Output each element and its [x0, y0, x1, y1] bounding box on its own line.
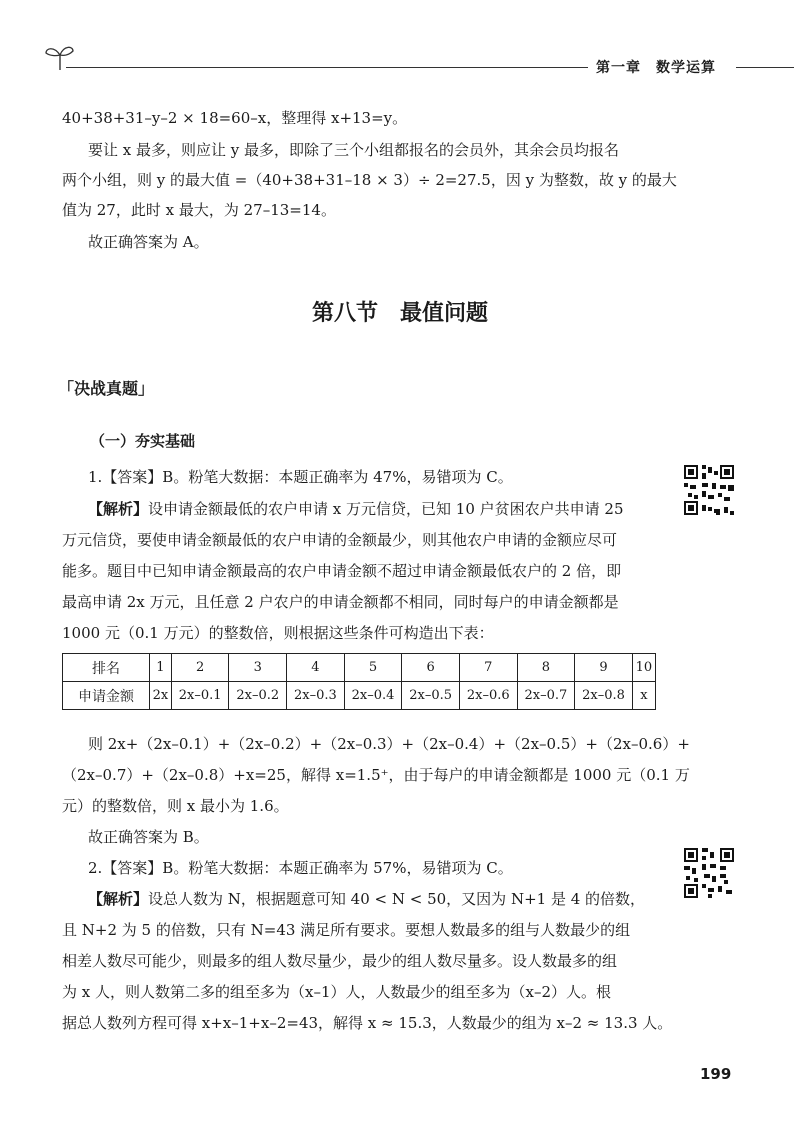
table-cell: 8	[517, 654, 575, 682]
analysis-label: 【解析】	[88, 500, 149, 518]
analysis-text: 设申请金额最低的农户申请 x 万元信贷，已知 10 户贫困农户共申请 25	[148, 500, 624, 518]
block-title	[58, 376, 154, 399]
table-cell: x	[632, 682, 655, 710]
q1-analysis-line-1	[88, 499, 624, 519]
intro-line-4: 值为 27，此时 x 最大，为 27–13=14。	[62, 201, 336, 219]
intro-line-1: 40+38+31–y–2 × 18=60–x，整理得 x+13=y。	[62, 109, 408, 127]
table-cell: 2x–0.8	[575, 682, 633, 710]
bracket-close: 」	[138, 379, 155, 398]
analysis-label: 【解析】	[88, 890, 149, 908]
q1-analysis-line-2: 万元信贷，要使申请金额最低的农户申请的金额最少，则其他农户申请的金额应尽可	[62, 531, 618, 549]
table-cell: 2x–0.3	[287, 682, 345, 710]
table-cell: 10	[632, 654, 655, 682]
q1-analysis-line-4: 最高申请 2x 万元，且任意 2 户农户的申请金额都不相同，同时每户的申请金额都是	[62, 593, 619, 611]
table-cell: 4	[287, 654, 345, 682]
table-cell: 2x–0.1	[171, 682, 229, 710]
table-cell: 3	[229, 654, 287, 682]
q1-analysis-line-5: 1000 元（0.1 万元）的整数倍，则根据这些条件可构造出下表：	[62, 624, 494, 642]
table-cell: 6	[402, 654, 460, 682]
q1-after-line-1: 则 2x+（2x–0.1）+（2x–0.2）+（2x–0.3）+（2x–0.4）+（2x–0.5）+（2x–0.6）+	[88, 735, 690, 753]
table-cell: 2x–0.6	[459, 682, 517, 710]
table-cell: 5	[344, 654, 402, 682]
score-table	[62, 653, 656, 710]
table-cell: 2	[171, 654, 229, 682]
table-header-cell: 申请金额	[63, 682, 150, 710]
table-cell: 2x	[150, 682, 172, 710]
table-cell: 1	[150, 654, 172, 682]
intro-line-3: 两个小组，则 y 的最大值 =（40+38+31–18 × 3）÷ 2=27.5，因 y 为整数，故 y 的最大	[62, 171, 677, 189]
section-title: 第八节 最值问题	[311, 301, 488, 326]
intro-line-2: 要让 x 最多，则应让 y 最多，即除了三个小组都报名的会员外，其余会员均报名	[88, 141, 620, 159]
q2-analysis-line-1	[88, 889, 645, 909]
q1-conclusion: 故正确答案为 B。	[88, 828, 209, 846]
header-rule-right	[736, 67, 794, 68]
qr-code-icon[interactable]	[684, 848, 734, 898]
header-rule-left	[66, 67, 588, 68]
chapter-title: 第一章 数学运算	[596, 60, 716, 76]
table-cell: 2x–0.2	[229, 682, 287, 710]
q2-analysis-line-3: 相差人数尽可能少，则最多的组人数尽量少，最少的组人数尽量多。设人数最多的组	[62, 952, 618, 970]
qr-code-icon[interactable]	[684, 465, 734, 515]
q2-analysis-line-2: 且 N+2 为 5 的倍数，只有 N=43 满足所有要求。要想人数最多的组与人数最少的组	[62, 921, 631, 939]
table-cell: 7	[459, 654, 517, 682]
analysis-text: 设总人数为 N，根据题意可知 40 < N < 50，又因为 N+1 是 4 的倍数，	[148, 890, 646, 908]
q2-analysis-line-4: 为 x 人，则人数第二多的组至多为（x–1）人，人数最少的组至多为（x–2）人。根	[62, 983, 612, 1001]
q2-answer: 2.【答案】B。粉笔大数据：本题正确率为 57%，易错项为 C。	[88, 859, 513, 877]
table-cell: 2x–0.4	[344, 682, 402, 710]
q2-analysis-line-5: 据总人数列方程可得 x+x–1+x–2=43，解得 x ≈ 15.3，人数最少的组为 x–2 ≈ 13.3 人。	[62, 1014, 673, 1032]
table-header-cell: 排名	[63, 654, 150, 682]
q1-analysis-line-3: 能多。题目中已知申请金额最高的农户申请金额不超过申请金额最低农户的 2 倍，即	[62, 562, 622, 580]
table-cell: 2x–0.7	[517, 682, 575, 710]
q1-after-line-2: （2x–0.7）+（2x–0.8）+x=25，解得 x=1.5⁺，由于每户的申请金额都是 1000 元（0.1 万	[62, 766, 690, 784]
q1-answer: 1.【答案】B。粉笔大数据：本题正确率为 47%，易错项为 C。	[88, 468, 513, 486]
page-number: 199	[700, 1065, 732, 1083]
subsection-title: （一）夯实基础	[90, 432, 196, 450]
table-cell: 2x–0.5	[402, 682, 460, 710]
table-cell: 9	[575, 654, 633, 682]
table-row	[63, 682, 656, 710]
block-title-text: 决战真题	[74, 379, 139, 398]
intro-line-5: 故正确答案为 A。	[88, 233, 209, 251]
bracket-open: 「	[58, 379, 75, 398]
table-row	[63, 654, 656, 682]
q1-after-line-3: 元）的整数倍，则 x 最小为 1.6。	[62, 797, 289, 815]
